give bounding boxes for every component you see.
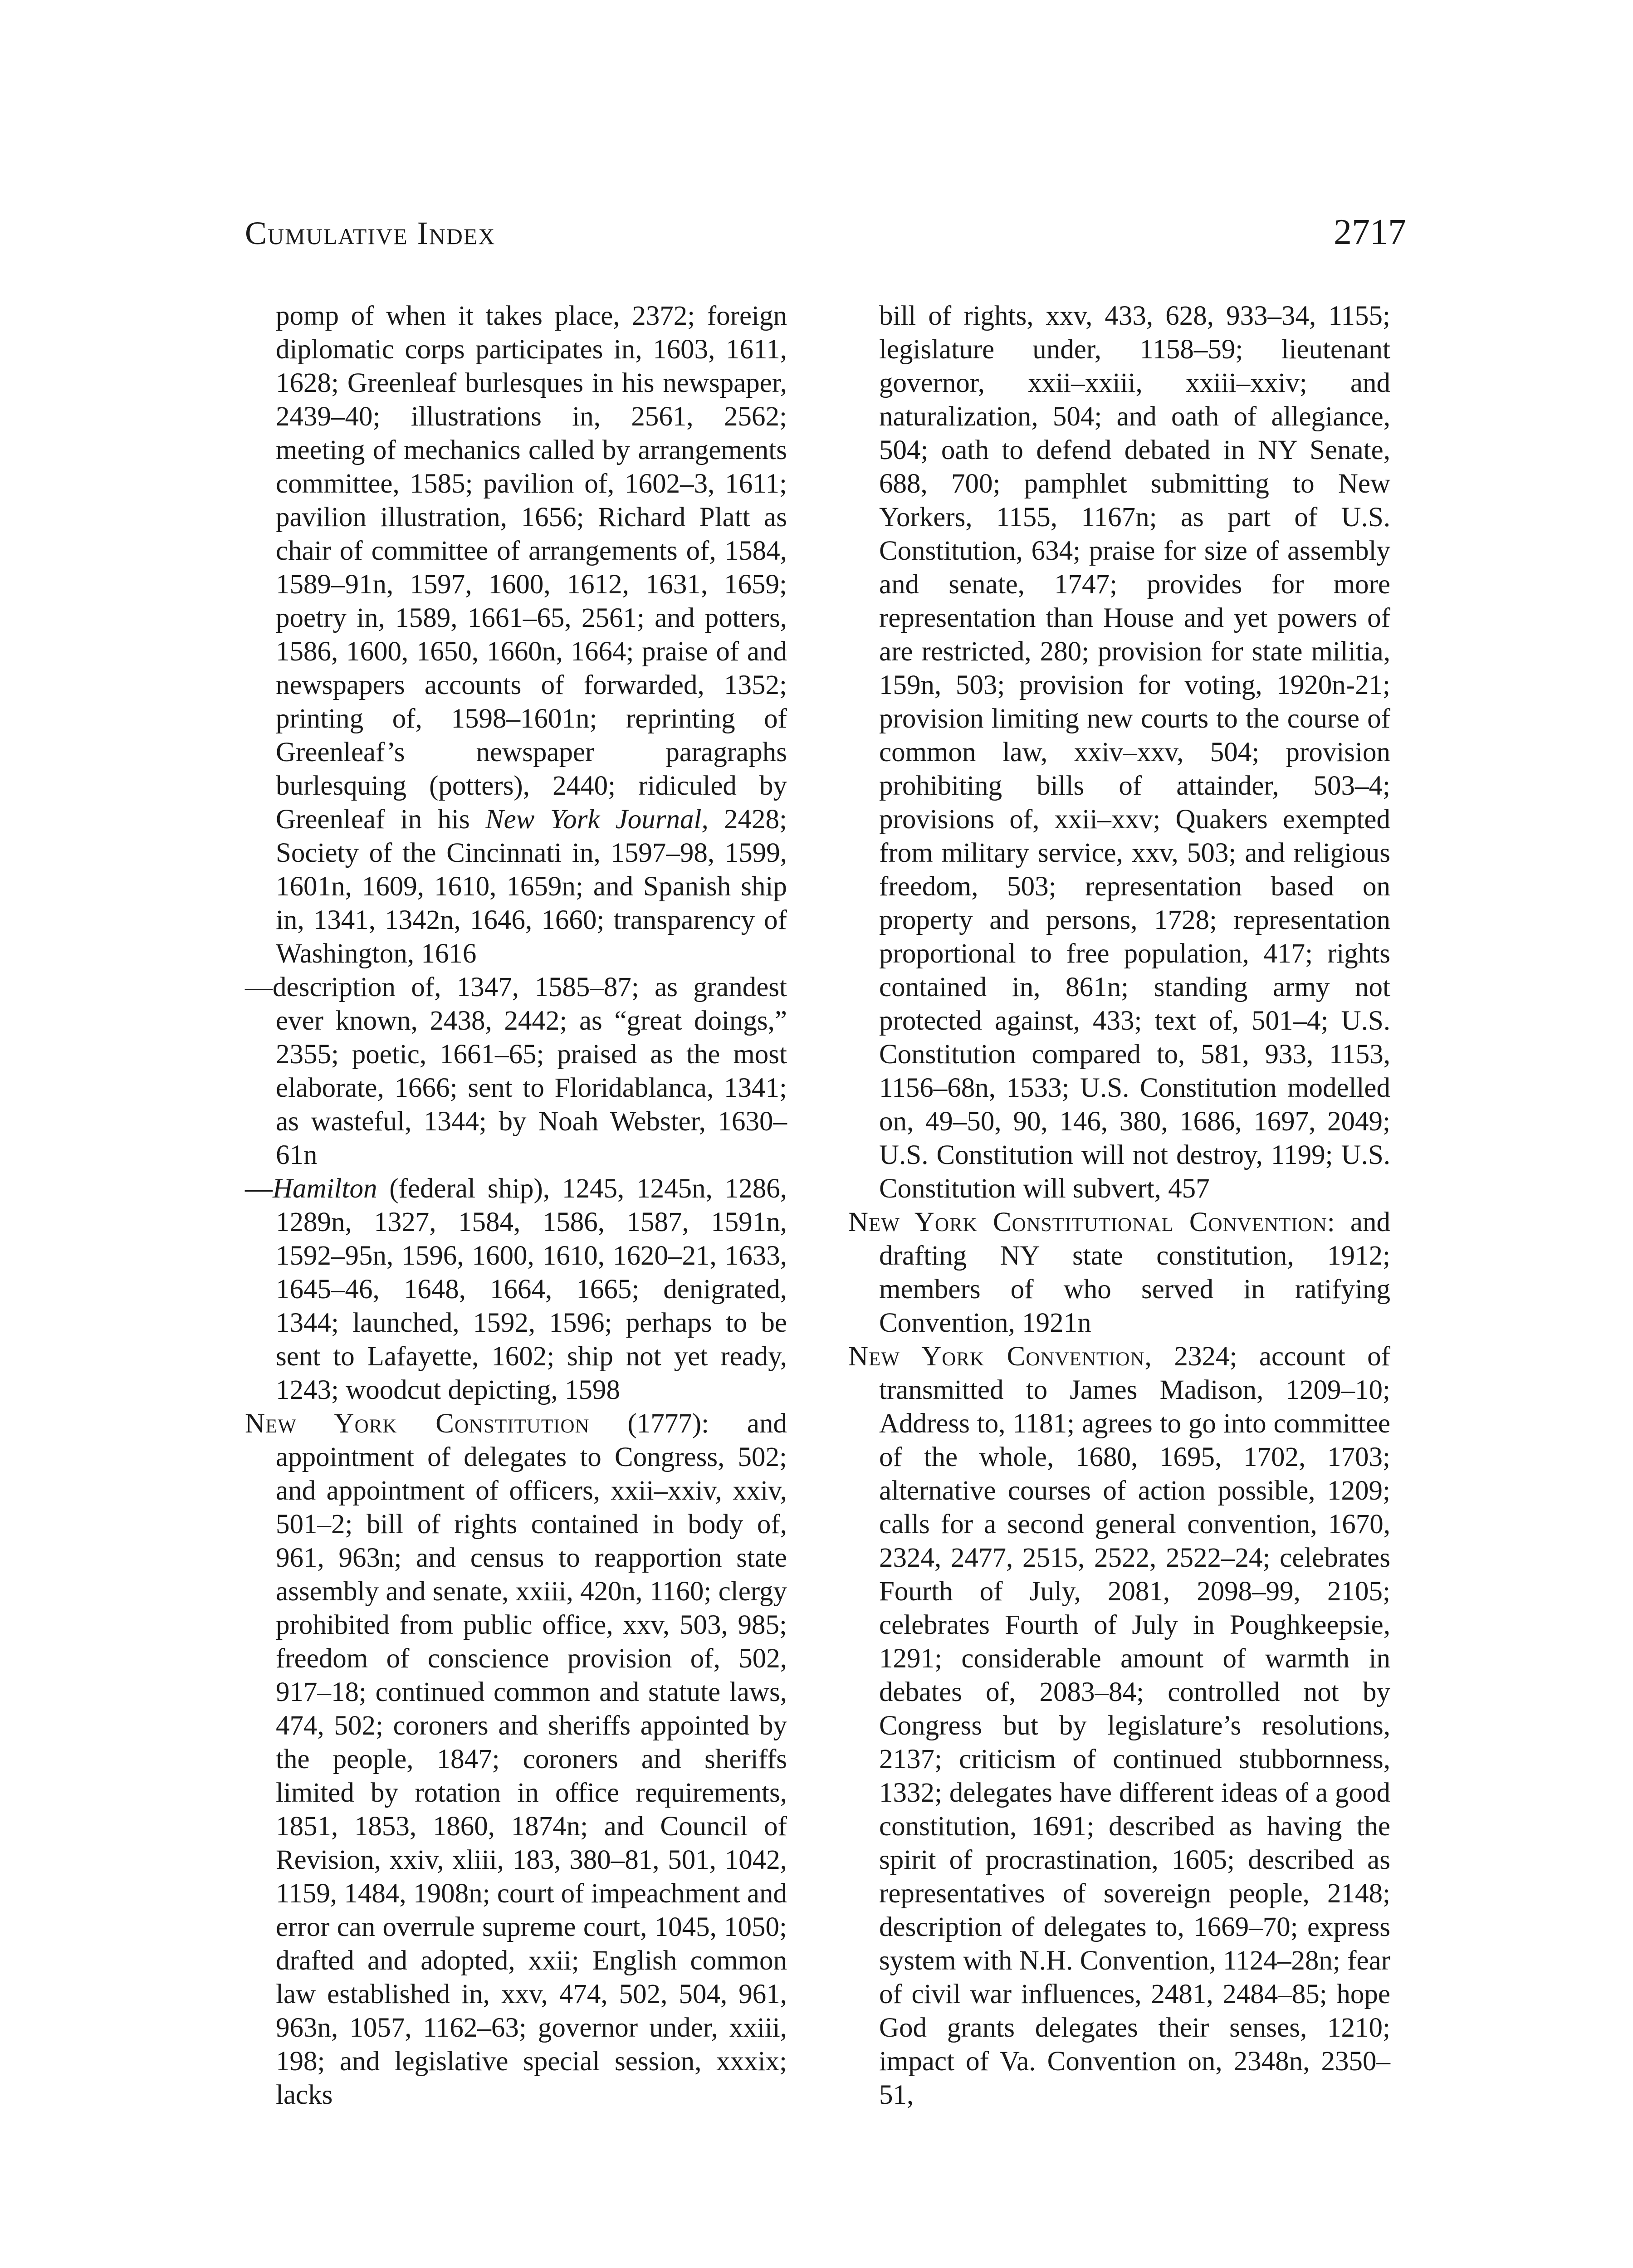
index-entry-continued <box>848 299 1390 1206</box>
index-entry-continued <box>245 299 787 971</box>
entry-text: and drafting NY state constitution, 1912; members of who served in ratifying Convention, 1921n <box>879 1207 1390 1338</box>
index-entry-ny-constitutional-convention <box>848 1206 1390 1340</box>
entry-dash: — <box>245 1173 273 1204</box>
index-entry-ny-convention <box>848 1340 1390 2112</box>
entry-text: 2428; Society of the Cincinnati in, 1597–98, 1599, 1601n, 1609, 1610, 1659n; and Spanish ship in, 1341, 1342n, 1646, 1660; transparency of Washington, 1616 <box>276 804 787 969</box>
entry-heading: New York Constitutional Convention: <box>848 1207 1335 1237</box>
entry-title-italic: New York Journal, <box>485 804 709 835</box>
entry-text: —description of, 1347, 1585–87; as grandest ever known, 2438, 2442; as “great doings,” 2355; poetic, 1661–65; praised as the most elaborate, 1666; sent to Floridablanca, 1341; as wasteful, 1344; by Noah Webster, 1630–61n <box>245 972 787 1170</box>
entry-heading: New York Convention, <box>848 1341 1152 1372</box>
entry-text: 2324; account of transmitted to James Madison, 1209–10; Address to, 1181; agrees to go into committee of the whole, 1680, 1695, 1702, 1703; alternative courses of action possible, 1209; calls for a second general convention, 1670, 2324, 2477, 2515, 2522, 2522–24; celebrates Fourth of July, 2081, 2098–99, 2105; celebrates Fourth of July in Poughkeepsie, 1291; considerable amount of warmth in debates of, 2083–84; controlled not by Congress but by legislature’s resolutions, 2137; criticism of continued stubbornness, 1332; delegates have different ideas of a good constitution, 1691; described as having the spirit of procrastination, 1605; described as representatives of sovereign people, 2148; description of delegates to, 1669–70; express system with N.H. Convention, 1124–28n; fear of civil war influences, 2481, 2484–85; hope God grants delegates their senses, 1210; impact of Va. Convention on, 2348n, 2350–51, <box>879 1341 1390 2110</box>
index-subentry-hamilton <box>245 1172 787 1407</box>
index-column-right <box>848 299 1390 2112</box>
entry-text: (federal ship), 1245, 1245n, 1286, 1289n, 1327, 1584, 1586, 1587, 1591n, 1592–95n, 1596, 1600, 1610, 1620–21, 1633, 1645–46, 1648, 1664, 1665; denigrated, 1344; launched, 1592, 1596; perhaps to be sent to Lafayette, 1602; ship not yet ready, 1243; woodcut depicting, 1598 <box>276 1173 787 1405</box>
running-head: Cumulative Index <box>245 215 496 251</box>
index-column-left <box>245 299 787 2112</box>
index-entry-ny-constitution <box>245 1407 787 2112</box>
entry-text: (1777): and appointment of delegates to Congress, 502; and appointment of officers, xxii–xxiv, xxiv, 501–2; bill of rights contained in body of, 961, 963n; and census to reapportion state assembly and senate, xxiii, 420n, 1160; clergy prohibited from public office, xxv, 503, 985; freedom of conscience provision of, 502, 917–18; continued common and statute laws, 474, 502; coroners and sheriffs appointed by the people, 1847; coroners and sheriffs limited by rotation in office requirements, 1851, 1853, 1860, 1874n; and Council of Revision, xxiv, xliii, 183, 380–81, 501, 1042, 1159, 1484, 1908n; court of impeachment and error can overrule supreme court, 1045, 1050; drafted and adopted, xxii; English common law established in, xxv, 474, 502, 504, 961, 963n, 1057, 1162–63; governor under, xxiii, 198; and legislative special session, xxxix; lacks <box>276 1408 787 2110</box>
entry-title-italic: Hamilton <box>273 1173 377 1204</box>
index-subentry-description <box>245 971 787 1172</box>
entry-heading: New York Constitution <box>245 1408 590 1439</box>
page-number: 2717 <box>1334 212 1406 252</box>
entry-text: pomp of when it takes place, 2372; foreign diplomatic corps participates in, 1603, 1611, 1628; Greenleaf burlesques in his newspaper, 2439–40; illustrations in, 2561, 2562; meeting of mechanics called by arrangements committee, 1585; pavilion of, 1602–3, 1611; pavilion illustration, 1656; Richard Platt as chair of committee of arrangements of, 1584, 1589–91n, 1597, 1600, 1612, 1631, 1659; poetry in, 1589, 1661–65, 2561; and potters, 1586, 1600, 1650, 1660n, 1664; praise of and newspapers accounts of forwarded, 1352; printing of, 1598–1601n; reprinting of Greenleaf’s newspaper paragraphs burlesquing (potters), 2440; ridiculed by Greenleaf in his <box>276 301 787 835</box>
entry-text: bill of rights, xxv, 433, 628, 933–34, 1155; legislature under, 1158–59; lieutenant governor, xxii–xxiii, xxiii–xxiv; and naturalization, 504; and oath of allegiance, 504; oath to defend debated in NY Senate, 688, 700; pamphlet submitting to New Yorkers, 1155, 1167n; as part of U.S. Constitution, 634; praise for size of assembly and senate, 1747; provides for more representation than House and yet powers of are restricted, 280; provision for state militia, 159n, 503; provision for voting, 1920n-21; provision limiting new courts to the course of common law, xxiv–xxv, 504; provision prohibiting bills of attainder, 503–4; provisions of, xxii–xxv; Quakers exempted from military service, xxv, 503; and religious freedom, 503; representation based on property and persons, 1728; representation proportional to free population, 417; rights contained in, 861n; standing army not protected against, 433; text of, 501–4; U.S. Constitution compared to, 581, 933, 1153, 1156–68n, 1533; U.S. Constitution modelled on, 49–50, 90, 146, 380, 1686, 1697, 2049; U.S. Constitution will not destroy, 1199; U.S. Constitution will subvert, 457 <box>879 301 1390 1204</box>
